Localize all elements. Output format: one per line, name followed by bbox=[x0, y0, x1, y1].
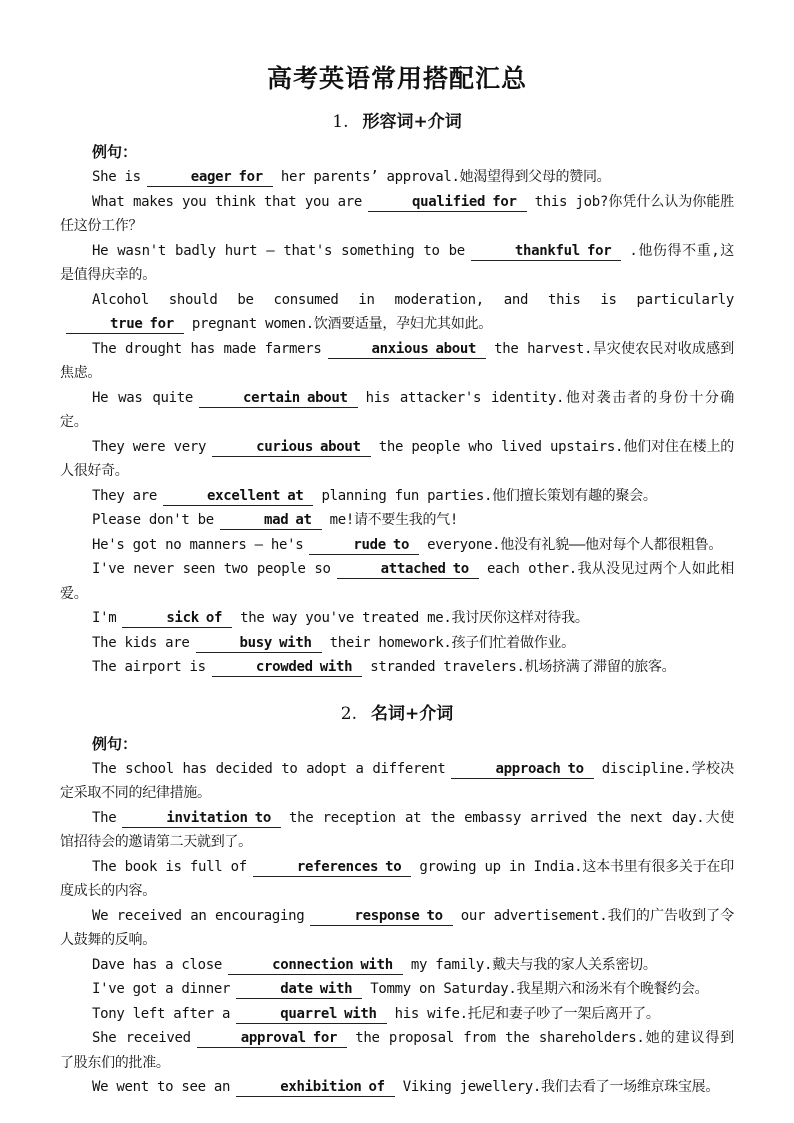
sentence-after: growing up in India.这本书里有很多关于在印度成长的内容。 bbox=[60, 858, 734, 899]
collocation-blank bbox=[196, 635, 322, 653]
collocation-blank bbox=[212, 439, 371, 457]
collocation-word: exhibition bbox=[280, 1079, 362, 1095]
collocation-word: date bbox=[280, 981, 313, 997]
collocation-blank bbox=[471, 243, 621, 261]
section-heading bbox=[60, 702, 734, 726]
example-sentence bbox=[60, 606, 734, 631]
collocation-preposition: about bbox=[435, 340, 477, 357]
sentence-after: his attacker's identity.他对袭击者的身份十分确定。 bbox=[60, 389, 734, 430]
example-sentence bbox=[60, 239, 734, 288]
example-sentence bbox=[60, 631, 734, 656]
sentence-after: the people who lived upstairs.他们对住在楼上的人很好奇。 bbox=[60, 438, 734, 479]
collocation-preposition: of bbox=[368, 1079, 385, 1095]
sentence-after: this job?你凭什么认为你能胜任这份工作？ bbox=[60, 193, 735, 234]
sentence-before: The bbox=[92, 809, 117, 826]
collocation-word: certain bbox=[243, 389, 300, 406]
sentence-after: my family.戴夫与我的家人关系密切。 bbox=[410, 956, 657, 973]
collocation-preposition: with bbox=[319, 981, 353, 997]
sentence-before: The drought has made farmers bbox=[92, 340, 322, 357]
collocation-preposition: at bbox=[295, 512, 312, 528]
collocation-preposition: for bbox=[149, 316, 174, 332]
sentence-before: He was quite bbox=[92, 389, 194, 406]
example-sentence bbox=[60, 953, 734, 978]
section-heading bbox=[60, 110, 734, 134]
example-sentence bbox=[60, 165, 734, 190]
example-sentence bbox=[60, 386, 734, 435]
collocation-word: approach bbox=[495, 760, 561, 777]
example-sentence bbox=[60, 757, 734, 806]
example-label: 例句： bbox=[92, 143, 138, 161]
example-sentence bbox=[60, 435, 734, 484]
collocation-preposition: for bbox=[586, 242, 612, 259]
sentence-after: the reception at the embassy arrived the next day.大使馆招待会的邀请第二天就到了。 bbox=[60, 809, 734, 850]
collocation-preposition: for bbox=[492, 193, 517, 210]
collocation-word: anxious bbox=[371, 340, 429, 357]
collocation-word: busy bbox=[239, 634, 273, 651]
sentence-after: the proposal from the shareholders.她的建议得到了股东们的批准。 bbox=[60, 1030, 734, 1071]
collocation-blank bbox=[451, 761, 593, 779]
sentence-before: Dave has a close bbox=[92, 956, 223, 973]
sentence-before: The book is full of bbox=[92, 858, 247, 875]
section-spacer bbox=[60, 680, 734, 702]
example-label: 例句： bbox=[92, 734, 138, 753]
sentence-after: our advertisement.我们的广告收到了令人鼓舞的反响。 bbox=[60, 907, 734, 948]
sentence-after: stranded travelers.机场挤满了滞留的旅客。 bbox=[370, 659, 676, 675]
collocation-preposition: to bbox=[567, 760, 584, 777]
sentence-before: They were very bbox=[92, 438, 207, 455]
sentence-before: I'm bbox=[92, 610, 117, 626]
collocation-preposition: for bbox=[238, 169, 263, 185]
collocation-blank bbox=[328, 341, 487, 359]
collocation-blank bbox=[212, 659, 362, 677]
sentence-after: me!请不要生我的气! bbox=[329, 512, 459, 528]
collocation-preposition: to bbox=[426, 907, 443, 924]
collocation-word: references bbox=[296, 858, 379, 875]
collocation-blank bbox=[309, 537, 419, 555]
collocation-preposition: for bbox=[312, 1030, 338, 1046]
example-sentence bbox=[60, 1026, 734, 1075]
sentence-before: What makes you think that you are bbox=[92, 193, 363, 210]
collocation-preposition: to bbox=[392, 536, 410, 553]
collocation-word: curious bbox=[256, 438, 314, 455]
collocation-preposition: with bbox=[319, 659, 353, 675]
document-page bbox=[60, 60, 734, 1100]
collocation-preposition: with bbox=[279, 634, 312, 651]
section-number: 1. bbox=[332, 112, 349, 132]
sentence-before: The school has decided to adopt a different bbox=[92, 760, 446, 777]
page-title: 高考英语常用搭配汇总 bbox=[266, 64, 527, 93]
sentence-before: He wasn't badly hurt — that's something to be bbox=[92, 242, 465, 259]
collocation-word: sick bbox=[166, 610, 199, 626]
sentence-before: Tony left after a bbox=[92, 1005, 231, 1022]
sentence-after: everyone.他没有礼貌——他对每个人都很粗鲁。 bbox=[427, 536, 723, 553]
collocation-word: crowded bbox=[255, 659, 313, 675]
example-sentence bbox=[60, 1002, 734, 1027]
sentence-before: She received bbox=[92, 1030, 191, 1046]
example-sentence bbox=[60, 904, 734, 953]
example-sentence bbox=[60, 337, 734, 386]
collocation-preposition: with bbox=[344, 1005, 377, 1022]
collocation-blank bbox=[220, 512, 322, 530]
sentence-before: We received an encouraging bbox=[92, 907, 305, 924]
sentence-before: He's got no manners – he's bbox=[92, 536, 304, 553]
collocation-preposition: about bbox=[320, 438, 361, 455]
sentence-before: I've got a dinner bbox=[92, 981, 231, 997]
collocation-word: rude bbox=[353, 536, 386, 553]
collocation-blank bbox=[228, 957, 403, 975]
sections-container bbox=[60, 110, 734, 1100]
example-sentence bbox=[60, 1075, 734, 1100]
sentence-before: They are bbox=[92, 487, 158, 504]
section-number: 2. bbox=[340, 703, 357, 724]
sentence-after: the way you've treated me.我讨厌你这样对待我。 bbox=[240, 610, 589, 626]
collocation-preposition: to bbox=[254, 809, 271, 826]
sentence-after: the harvest.旱灾使农民对收成感到焦虑。 bbox=[60, 340, 734, 381]
sentence-after: each other.我从没见过两个人如此相爱。 bbox=[60, 561, 735, 602]
collocation-word: response bbox=[354, 907, 420, 924]
collocation-blank bbox=[122, 810, 281, 828]
collocation-blank bbox=[122, 610, 232, 628]
collocation-word: eager bbox=[190, 169, 232, 185]
collocation-blank bbox=[253, 859, 412, 877]
example-sentence bbox=[60, 855, 734, 904]
example-sentence bbox=[60, 806, 734, 855]
example-sentence bbox=[60, 655, 734, 680]
sentence-before: The airport is bbox=[92, 659, 206, 675]
example-sentence bbox=[60, 508, 734, 533]
sentence-after: their homework.孩子们忙着做作业。 bbox=[329, 634, 575, 651]
collocation-preposition: to bbox=[452, 561, 469, 577]
example-sentence bbox=[60, 484, 734, 509]
sentence-after: planning fun parties.他们擅长策划有趣的聚会。 bbox=[321, 487, 657, 504]
collocation-word: thankful bbox=[514, 242, 580, 259]
collocation-preposition: with bbox=[360, 956, 393, 973]
collocation-word: qualified bbox=[412, 193, 486, 210]
collocation-blank bbox=[337, 561, 479, 579]
collocation-preposition: about bbox=[306, 389, 348, 406]
collocation-word: excellent bbox=[207, 487, 281, 504]
sentence-before: The kids are bbox=[92, 634, 190, 651]
sentence-after: .他伤得不重,这是值得庆幸的。 bbox=[60, 242, 734, 283]
collocation-blank bbox=[66, 316, 184, 334]
collocation-blank bbox=[236, 1006, 386, 1024]
collocation-word: approval bbox=[240, 1030, 306, 1046]
sentence-after: her parents’ approval.她渴望得到父母的赞同。 bbox=[280, 169, 611, 185]
collocation-word: attached bbox=[380, 561, 446, 577]
collocation-word: mad bbox=[263, 512, 289, 528]
collocation-preposition: at bbox=[287, 487, 304, 504]
collocation-blank bbox=[147, 169, 273, 187]
collocation-word: quarrel bbox=[280, 1005, 338, 1022]
sentence-before: Please don't be bbox=[92, 512, 214, 528]
section-heading-text: 形容词+介词 bbox=[362, 112, 462, 132]
sentence-after: Tommy on Saturday.我星期六和汤米有个晚餐约会。 bbox=[370, 981, 709, 997]
collocation-blank bbox=[368, 194, 527, 212]
example-sentence bbox=[60, 288, 734, 337]
collocation-word: true bbox=[110, 316, 143, 332]
collocation-preposition: of bbox=[205, 610, 223, 626]
collocation-blank bbox=[199, 390, 358, 408]
example-sentence bbox=[60, 533, 734, 558]
collocation-blank bbox=[236, 981, 362, 999]
collocation-blank bbox=[236, 1079, 395, 1097]
example-sentence bbox=[60, 557, 734, 606]
sentence-before: I've never seen two people so bbox=[92, 561, 331, 577]
sentence-after: pregnant women.饮酒要适量，孕妇尤其如此。 bbox=[191, 316, 492, 332]
collocation-word: connection bbox=[272, 956, 354, 973]
section-heading-text: 名词+介词 bbox=[370, 703, 454, 724]
sentence-after: discipline.学校决定采取不同的纪律措施。 bbox=[60, 760, 734, 801]
collocation-blank bbox=[163, 488, 313, 506]
sentence-before: Alcohol should be consumed in moderation, and this is particularly bbox=[92, 291, 734, 308]
collocation-word: invitation bbox=[166, 809, 248, 826]
example-sentence bbox=[60, 977, 734, 1002]
collocation-blank bbox=[310, 908, 452, 926]
sentence-after: his wife.托尼和妻子吵了一架后离开了。 bbox=[394, 1005, 660, 1022]
sentence-before: We went to see an bbox=[92, 1079, 231, 1095]
example-sentence bbox=[60, 190, 734, 239]
sentence-after: Viking jewellery.我们去看了一场维京珠宝展。 bbox=[402, 1079, 720, 1095]
collocation-preposition: to bbox=[385, 858, 402, 875]
sentence-before: She is bbox=[92, 169, 141, 185]
collocation-blank bbox=[197, 1030, 347, 1048]
